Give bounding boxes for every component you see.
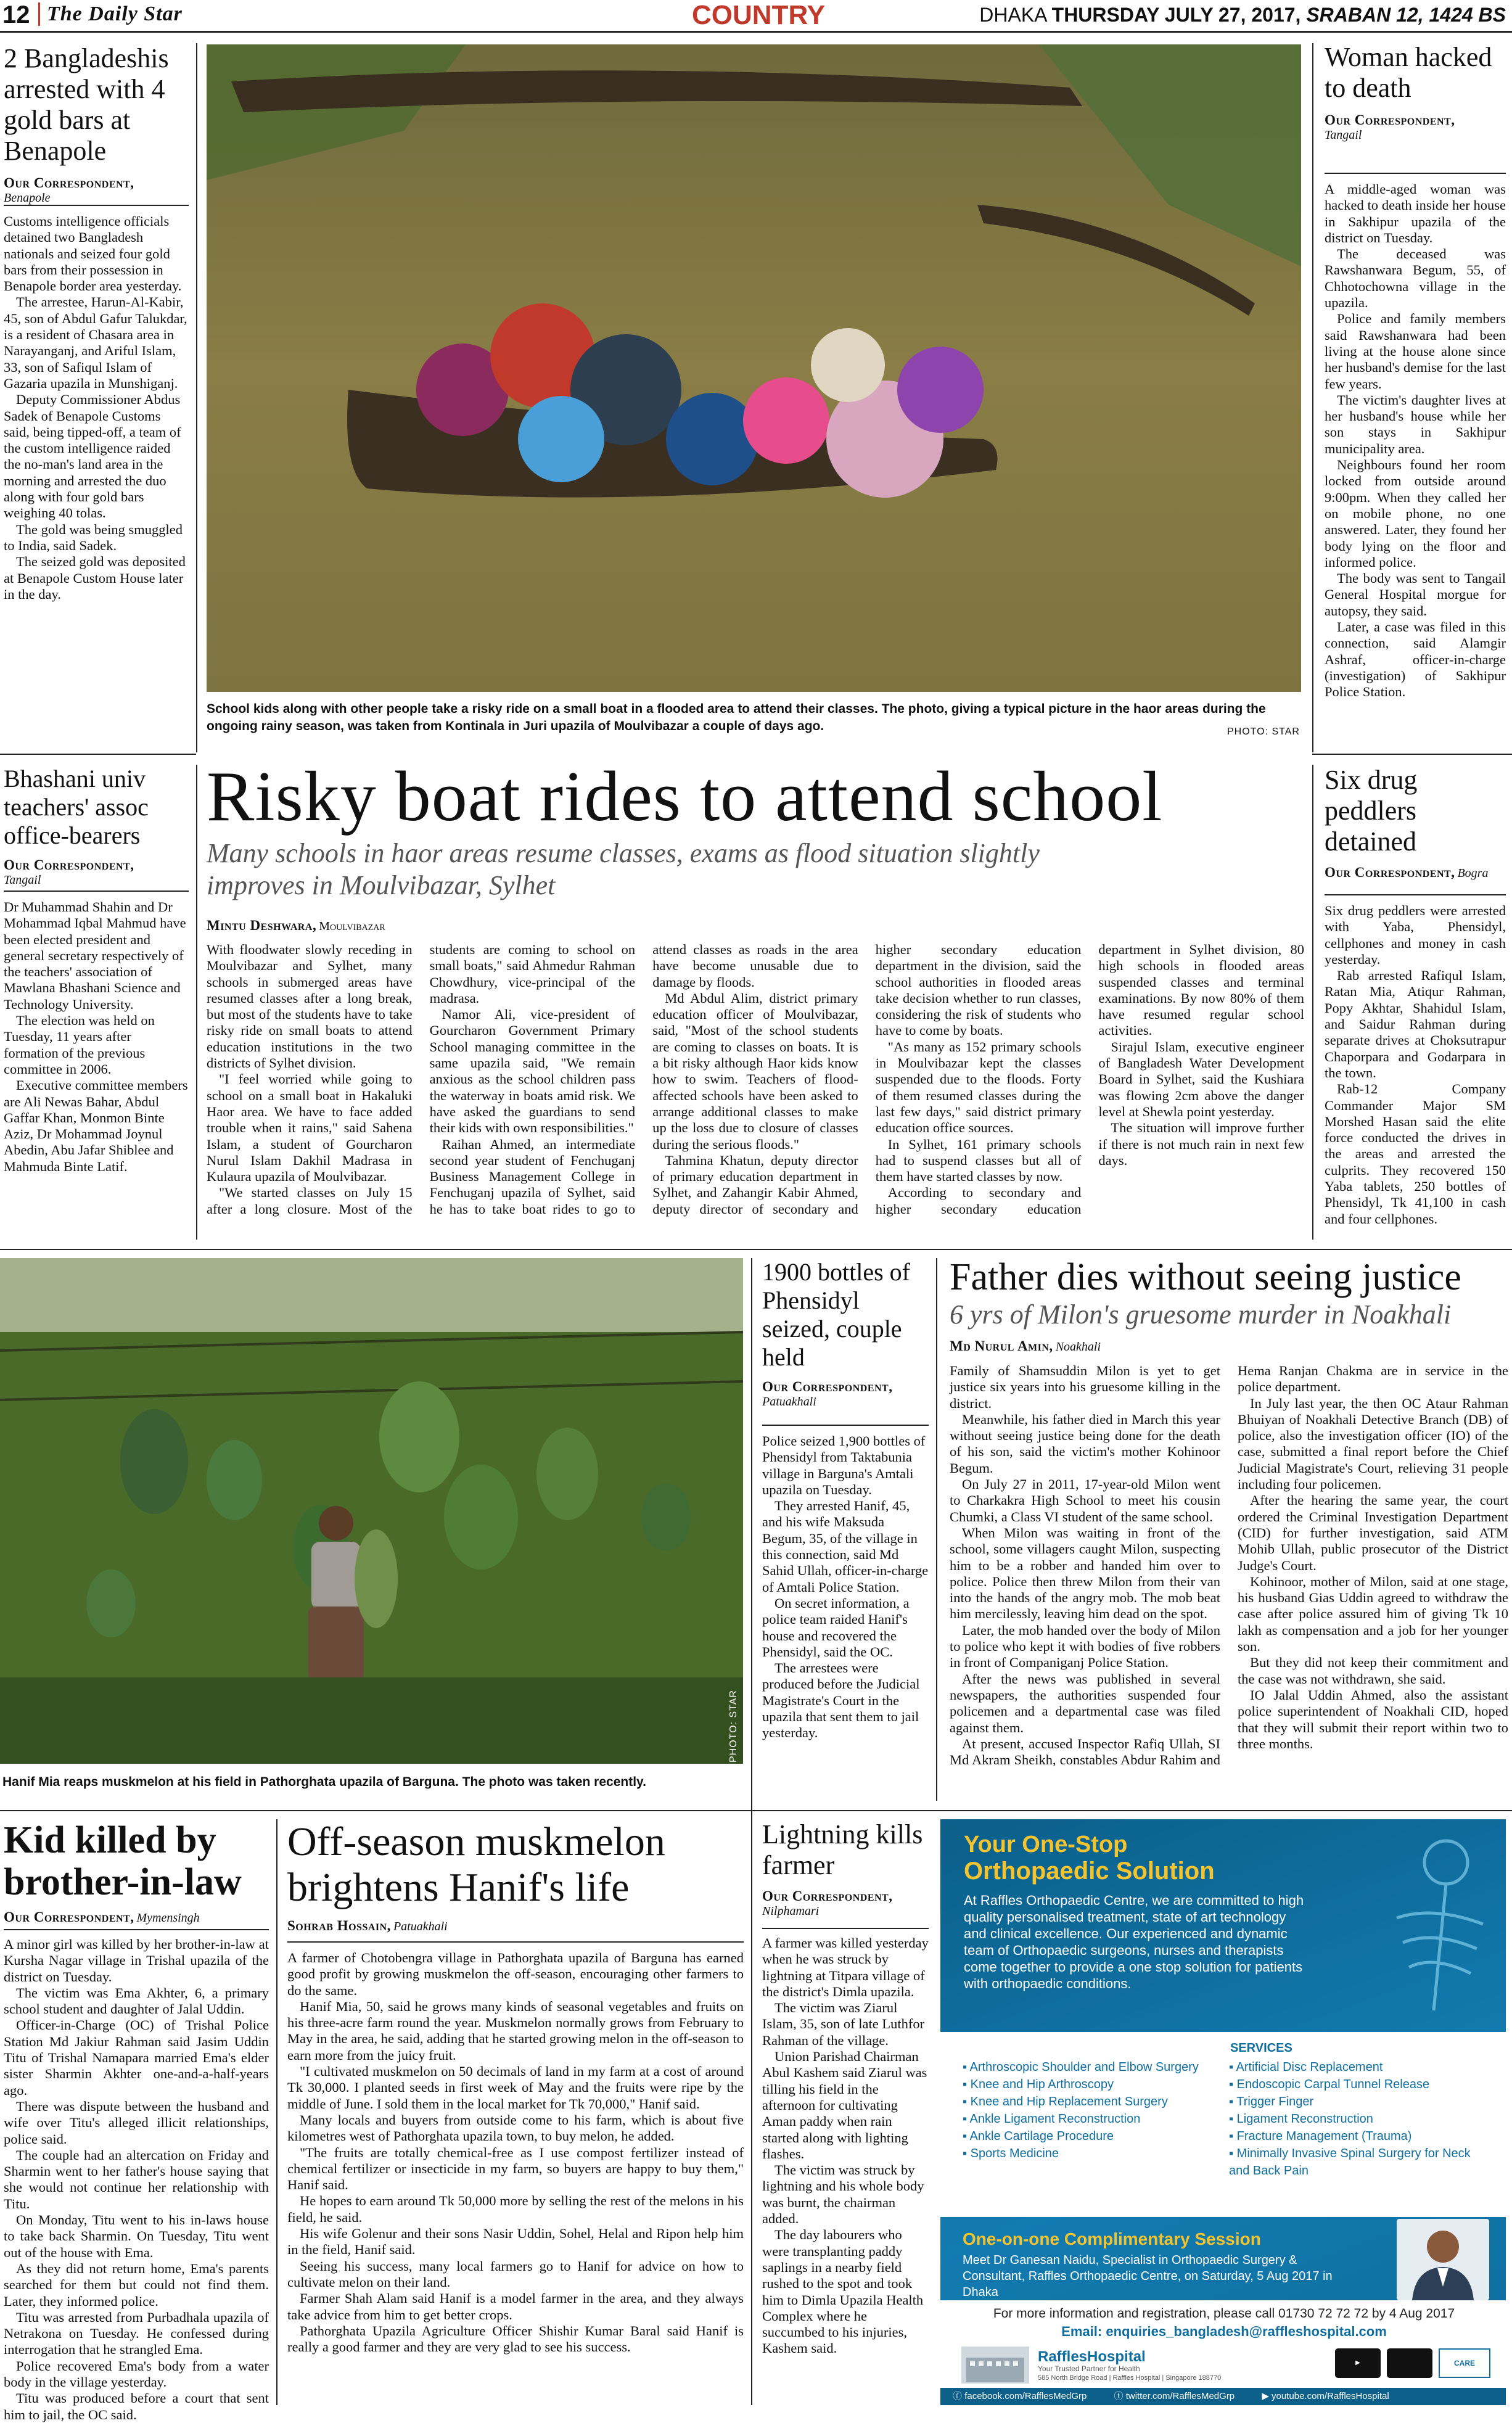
ad-tagline: Your Trusted Partner for Health xyxy=(1038,2364,1140,2373)
byline-name: Our Correspondent, xyxy=(4,857,134,873)
father-body-text xyxy=(950,1363,1508,1801)
paragraph: The arrestees were produced before the Judicial Magistrate's Court in the upazila that sent them to jail yesterday. xyxy=(762,1660,920,1741)
paragraph: Titu was arrested from Purbadhala upazila of Netrakona on Tuesday. He confessed during interrogation that he strangled Ema. xyxy=(4,2309,269,2358)
service-item: ▪ Endoscopic Carpal Tunnel Release xyxy=(1229,2078,1430,2091)
youtube-link[interactable]: youtube.com/RafflesHospital xyxy=(1272,2391,1389,2401)
ad-services-title: SERVICES xyxy=(1230,2041,1292,2055)
byline-rule xyxy=(1325,173,1506,174)
service-item: ▪ Arthroscopic Shoulder and Elbow Surgery xyxy=(963,2060,1199,2074)
paragraph: Customs intelligence officials detained two Bangladesh nationals and seized four gold bars from their possession in Benapole border area yesterday. xyxy=(4,213,182,294)
byline-rule xyxy=(762,1928,929,1929)
headline: 1900 bottles of Phensidyl seized, couple held xyxy=(762,1258,910,1371)
paragraph: Kohinoor, mother of Milon, said at one stage, his husband Gias Uddin agreed to withdraw the case after police assured him of giving Tk 10 lakh as compensation and a job for her younger son. xyxy=(1238,1573,1508,1655)
paragraph: Later, the mob handed over the body of Milon to police who kept it with bodies of five robbers in front of Companiganj Police Station. xyxy=(950,1622,1220,1671)
paragraph: The arrestee, Harun-Al-Kabir, 45, son of Abdul Gafur Talukdar, is a resident of Chasara area in Narayanganj, and Ariful Islam, 33, son of Safiqul Islam of Gazaria upazila in Munshiganj. xyxy=(4,294,187,391)
article-muskmelon xyxy=(287,1819,744,2355)
service-item-label: Fracture Management (Trauma) xyxy=(1236,2129,1412,2143)
ad-social-bar xyxy=(940,2388,1506,2405)
masthead-rule xyxy=(0,31,1512,33)
byline-rule xyxy=(762,1425,929,1426)
body-text xyxy=(1325,181,1506,701)
paragraph: A farmer of Chotobengra village in Pathorghata upazila of Barguna has earned good profit by growing muskmelon the off-season, encouraging other farmers to do the same. xyxy=(287,1950,744,1998)
ad-title-line2: Orthopaedic Solution xyxy=(964,1857,1215,1885)
paragraph: A middle-aged woman was hacked to death inside her house in Sakhipur upazila of the district on Tuesday. xyxy=(1325,181,1506,245)
headline: Risky boat rides to attend school xyxy=(207,757,1163,836)
section-rule xyxy=(751,1810,1512,1811)
paragraph: Deputy Commissioner Abdus Sadek of Benapole Customs said, being tipped-off, a team of the custom intelligence raided the no-man's land area in the morning and arrested the duo along with four gold bars weighing 40 tolas. xyxy=(4,392,181,521)
paragraph: Many locals and buyers from outside come to his farm, which is about five kilometres west of Pathorghata upazila town, to buy melon, he added. xyxy=(287,2112,744,2144)
paragraph: IO Jalal Uddin Ahmed, also the assistant police superintendent of Noakhali CID, hoped that they will submit their report within two to three months. xyxy=(1238,1687,1508,1751)
twitter-link[interactable]: twitter.com/RafflesMedGrp xyxy=(1125,2391,1235,2401)
article-phensidyl xyxy=(762,1258,929,1741)
service-item: ▪ Ankle Cartilage Procedure xyxy=(963,2129,1114,2143)
headline: Off-season muskmelon brightens Hanif's life xyxy=(287,1819,665,1910)
byline-location: Bogra xyxy=(1457,866,1489,880)
paragraph: "I cultivated muskmelon on 50 decimals of land in my farm at a cost of around Tk 30,000. I planted seeds in first week of May and the fruits were ripe by the middle of June. I sold them in the local market for Tk 70,000," Hanif said. xyxy=(287,2063,744,2112)
page-number: 12 xyxy=(2,1,30,28)
twitter-icon: ⓣ xyxy=(1114,2391,1124,2401)
paragraph: Police seized 1,900 bottles of Phensidyl from Taktabunia village in Barguna's Amtali upazila on Tuesday. xyxy=(762,1433,926,1497)
paragraph: Raihan Ahmed, an intermediate second year student of Fenchuganj Business Management College in Fenchuganj upazila of Sylhet, said he has to take boat rides to go to attend classes as roads in the area have become unusable due to damage by floods. xyxy=(429,942,858,1217)
paragraph: The gold was being smuggled to India, said Sadek. xyxy=(4,521,183,553)
paragraph: With floodwater slowly receding in Moulvibazar and Sylhet, many schools in submerged areas have resumed classes after a long break, but most of the students have to take risky ride on small boats to attend education institutions in the two districts of Sylhet division. xyxy=(207,942,413,1071)
byline xyxy=(4,1909,269,1925)
byline-location: Patuakhali xyxy=(762,1395,816,1409)
article-father-dies xyxy=(950,1256,1511,1331)
ad-intro: At Raffles Orthopaedic Centre, we are committed to high quality personalised treatment, state of art technology and clinical excellence. Our experienced and dynamic team of Orthopaedic surgeons, nurses and therapists come together to provide a one stop solution for patients with orthopaedic conditions. xyxy=(964,1893,1304,1991)
boat-photo xyxy=(207,44,1301,692)
column-rule xyxy=(1312,43,1313,752)
ad-services-left xyxy=(963,2059,1222,2162)
column-rule xyxy=(751,1258,752,2405)
paragraph: Sirajul Islam, executive engineer of Bangladesh Water Development Board in Sylhet, said the Kushiara was flowing 2cm above the danger level at Shewla point yesterday. xyxy=(1098,1039,1304,1119)
byline-location: Tangail xyxy=(1325,128,1362,142)
paragraph: Hanif Mia, 50, said he grows many kinds of seasonal vegetables and fruits on his three-acre farm round the year. Muskmelon normally grows from February to May in the area, he said, adding that he started growing melon in the off-season to earn more from the juicy fruit. xyxy=(287,1998,744,2063)
paragraph: The couple had an altercation on Friday and Sharmin went to her father's house saying that she would not continue her relationship with Titu. xyxy=(4,2147,269,2211)
byline-rule xyxy=(4,891,189,892)
boat-photo-caption: School kids along with other people take a risky ride on a small boat in a flooded area to attend their classes. The photo, giving a typical picture in the haor areas during the ongoing rainy season, was taken from Kontinala in Juri upazila of Moulvibazar a couple of days ago. xyxy=(207,702,1266,733)
byline-location: Patuakhali xyxy=(393,1920,448,1933)
paragraph: Dr Muhammad Shahin and Dr Mohammad Iqbal Mahmud have been elected president and general secretary respectively of the teachers' association of Mawlana Bhashani Science and Technology University. xyxy=(4,899,186,1012)
service-item: ▪ Minimally Invasive Spinal Surgery for Neck and Back Pain xyxy=(1229,2147,1471,2178)
paragraph: Md Abdul Alim, district primary education officer of Moulvibazar, said, "Most of the school students are coming to classes on boats. It is a bit risky although Haor kids know how to swim. Teachers of flood-affected schools have been asked to arrange additional classes to make up the loss due to closure of classes during the serious floods." xyxy=(652,990,858,1152)
subheadline: 6 yrs of Milon's gruesome murder in Noakhali xyxy=(950,1299,1452,1330)
paragraph: The election was held on Tuesday, 11 years after formation of the previous committee in 2006. xyxy=(4,1013,155,1077)
paragraph: At present, accused Inspector Rafiq Ullah, SI Md Akram Sheikh, constables Abdur Rahim and Hema Ranjan Chakma are in service in the police department. xyxy=(950,1363,1508,1768)
paragraph: Police recovered Ema's body from a water body in the village yesterday. xyxy=(4,2358,269,2390)
service-item: ▪ Ligament Reconstruction xyxy=(1229,2112,1373,2126)
paragraph: Union Parishad Chairman Abul Kashem said Ziarul was tilling his field in the afternoon for cultivating Aman paddy when rain started along with lighting flashes. xyxy=(762,2049,927,2162)
body-text xyxy=(4,899,189,1175)
service-item-label: Ligament Reconstruction xyxy=(1236,2112,1373,2126)
paragraph: "The fruits are totally chemical-free as I use compost fertilizer instead of chemical fertilizer or insecticide in my farm, so buyers are happy to buy them," Hanif said. xyxy=(287,2144,744,2193)
paragraph: The seized gold was deposited at Benapole Custom House later in the day. xyxy=(4,554,186,602)
service-item: ▪ Knee and Hip Arthroscopy xyxy=(963,2078,1114,2091)
paragraph: His wife Golenur and their sons Nasir Uddin, Sohel, Helal and Ripon help him in the field, Hanif said. xyxy=(287,2226,744,2258)
byline-name: Our Correspondent, xyxy=(1325,112,1455,128)
headline: Bhashani univ teachers' assoc office-bearers xyxy=(4,765,149,849)
article-drug-peddlers xyxy=(1325,765,1506,1227)
body-text xyxy=(287,1950,744,2355)
article-risky-boat xyxy=(207,759,1301,902)
service-item-label: Knee and Hip Arthroscopy xyxy=(970,2078,1114,2091)
paragraph: On secret information, a police team raided Hanif's house and recovered the Phensidyl, said the OC. xyxy=(762,1595,910,1660)
paragraph: The body was sent to Tangail General Hospital morgue for autopsy, they said. xyxy=(1325,570,1506,619)
headline: Kid killed by brother-in-law xyxy=(4,1819,242,1903)
byline-rule xyxy=(4,1929,269,1930)
paragraph: Neighbours found her room locked from outside around 9:00pm. When they called her on mobile phone, no one answered. Later, they found her body lying on the floor and informed police. xyxy=(1325,457,1506,570)
paragraph: Executive committee members are Ali Newas Bahar, Abdul Gaffar Khan, Monmon Binte Aziz, Dr Mohammad Joynul Abedin, Abu Jafar Shiblee and Mahmuda Binte Latif. xyxy=(4,1077,188,1174)
paragraph: The victim was Ziarul Islam, 35, son of late Luthfor Rahman of the village. xyxy=(762,2000,925,2048)
paragraph: Farmer Shah Alam said Hanif is a model farmer in the area, and they always take advice from him to get better crops. xyxy=(287,2290,744,2322)
body-text xyxy=(4,213,189,603)
skeleton-graphic xyxy=(1286,1825,1502,2029)
doctor-portrait xyxy=(1397,2219,1489,2300)
headline: Lightning kills farmer xyxy=(762,1819,923,1880)
service-item-label: Knee and Hip Replacement Surgery xyxy=(970,2095,1168,2108)
paragraph: On Monday, Titu went to his in-laws house to take back Sharmin. On Tuesday, Titu went out of the house with Ema. xyxy=(4,2212,269,2260)
section-rule xyxy=(0,754,196,755)
service-item-label: Endoscopic Carpal Tunnel Release xyxy=(1236,2078,1430,2091)
article-gold-bars xyxy=(4,43,189,602)
byline xyxy=(1325,865,1506,881)
father-byline xyxy=(950,1338,1209,1354)
ad-brand: RafflesHospital xyxy=(1038,2348,1146,2365)
section-rule xyxy=(0,1810,751,1811)
paragraph: The victim was Ema Akhter, 6, a primary school student and daughter of Jalal Uddin. xyxy=(4,1985,269,2017)
paragraph: He hopes to earn around Tk 50,000 more by selling the rest of the melons in his field, he said. xyxy=(287,2193,744,2225)
column-rule xyxy=(196,765,197,1240)
doctor-portrait-icon xyxy=(1397,2219,1489,2300)
care-network-logo: CARE xyxy=(1439,2348,1490,2378)
service-item: ▪ Artificial Disc Replacement xyxy=(1229,2060,1383,2074)
paragraph: After the hearing the same year, the court ordered the Criminal Investigation Department (CID) for further investigation, said ATM Mohib Ullah, public prosecutor of the District Judge's Court. xyxy=(1238,1492,1508,1573)
building-icon xyxy=(961,2347,1029,2384)
byline xyxy=(762,1888,929,1919)
service-item-label: Ankle Cartilage Procedure xyxy=(969,2129,1114,2143)
paragraph: Seeing his success, many local farmers go to Hanif for advice on how to cultivate melon on their land. xyxy=(287,2258,744,2290)
google-play-badge[interactable] xyxy=(1387,2348,1432,2378)
paragraph: As they did not return home, Ema's parents searched for them but could not find them. Later, they informed police. xyxy=(4,2260,269,2309)
byline-rule xyxy=(4,205,189,206)
byline xyxy=(4,857,189,887)
paragraph: On July 27 in 2011, 17-year-old Milon went to Charkakra High School to meet his cousin Chumki, a Class VI student of the same school. xyxy=(950,1476,1220,1524)
ad-title-line1: Your One-Stop xyxy=(964,1832,1128,1857)
byline-name: Our Correspondent, xyxy=(4,1909,134,1925)
headline: Six drug peddlers detained xyxy=(1325,765,1418,857)
paragraph: In Sylhet, 161 primary schools had to suspend classes but all of them have started classes by now. xyxy=(875,1136,1082,1185)
paragraph: Meanwhile, his father died in March this year without seeing justice being done for the death of his son, said the victim's mother Kohinoor Begum. xyxy=(950,1411,1220,1476)
ad-email: Email: enquiries_bangladesh@raffleshospital.com xyxy=(1061,2324,1387,2339)
service-item: ▪ Ankle Ligament Reconstruction xyxy=(963,2112,1141,2126)
paragraph: "I feel worried while going to school on a small boat in Hakaluki Haor area. We have to face added trouble when it rains," said Sahena Islam, a student of Gourcharon Nurul Islam Dakhil Madrasa in Kulaura upazila of Moulvibazar. xyxy=(207,1071,413,1185)
paragraph: When Milon was waiting in front of the school, some villagers caught Milon, suspecting him to be a robber and handed him over to police. Police then threw Milon from their van into the hands of the angry mob. The mob beat him mercilessly, leaving him dead on the spot. xyxy=(950,1524,1220,1622)
byline-name: Our Correspondent, xyxy=(1325,865,1455,880)
paragraph: The victim's daughter lives at her husband's house while her son stays in Sakhipur municipality area. xyxy=(1325,392,1506,456)
headline: 2 Bangladeshis arrested with 4 gold bars at Benapole xyxy=(4,43,169,166)
ad-address: 585 North Bridge Road | Raffles Hospital | Singapore 188770 xyxy=(1038,2374,1222,2382)
ad-session-title: One-on-one Complimentary Session xyxy=(963,2229,1261,2248)
service-item-label: Sports Medicine xyxy=(970,2147,1059,2160)
byline xyxy=(4,175,189,205)
paragraph: The deceased was Rawshanwara Begum, 55, of Chhotochowna village in the upazila. xyxy=(1325,246,1506,311)
paragraph: But they did not keep their commitment and the case was not withdrawn, she said. xyxy=(1238,1655,1508,1687)
melon-photo-credit: PHOTO: STAR xyxy=(728,1690,739,1763)
paragraph: The victim was struck by lightning and his whole body was burnt, the chairman added. xyxy=(762,2162,924,2227)
youtube-icon: ▶ xyxy=(1262,2391,1269,2401)
paragraph: Rab-12 Company Commander Major SM Morshed Hasan said the elite force conducted the drives in the areas and arrested the culprits. They recovered 150 Yaba tablets, 250 bottles of Phensidyl, Tk 41,100 in cash and four cellphones. xyxy=(1325,1081,1506,1227)
melon-photo-caption: Hanif Mia reaps muskmelon at his field in Pathorghata upazila of Barguna. The photo was taken recently. xyxy=(2,1775,646,1789)
service-item-label: Ankle Ligament Reconstruction xyxy=(969,2112,1141,2126)
column-rule xyxy=(936,1258,937,1801)
article-bhashani xyxy=(4,765,189,1174)
masthead-logo: The Daily Star xyxy=(47,2,183,25)
body-text xyxy=(4,1936,269,2423)
service-item-label: Artificial Disc Replacement xyxy=(1236,2060,1383,2074)
column-rule xyxy=(196,43,197,752)
paragraph: "As many as 152 primary schools in Moulvibazar kept the classes suspended due to the floods. Forty of them resumed classes during the last few days," said district primary education office sources. xyxy=(875,1039,1082,1136)
paragraph: According to secondary and higher secondary education department in Sylhet division, 80 high schools in flooded areas suspended classes and terminal examinations. By now 80% of them have resumed regular school activities. xyxy=(875,942,1304,1217)
article-kid-killed xyxy=(4,1819,269,2422)
paragraph: A minor girl was killed by her brother-in-law at Kursha Nagar village in Trishal upazila of the district on Tuesday. xyxy=(4,1936,269,1985)
section-name: COUNTRY xyxy=(692,0,825,30)
section-rule xyxy=(0,1249,1512,1250)
byline-location: Tangail xyxy=(4,873,41,887)
paragraph: A farmer was killed yesterday when he was struck by lightning at Titpara village of the district's Dimla upazila. xyxy=(762,1935,929,1999)
paragraph: Tahmina Khatun, deputy director of primary education department in Sylhet, and Zahangir Kabir Ahmed, deputy director of secondary and higher secondary education department in the division, said the school authorities in flooded areas take decision whether to run classes, considering the risk of students who have to come by boats. xyxy=(652,942,1082,1217)
byline-location: Nilphamari xyxy=(762,1904,820,1918)
service-item: ▪ Knee and Hip Replacement Surgery xyxy=(963,2095,1168,2108)
paragraph: There was dispute between the husband and wife over Titu's alleged illicit relationships, police said. xyxy=(4,2098,269,2147)
service-item-label: Minimally Invasive Spinal Surgery for Neck and Back Pain xyxy=(1229,2147,1471,2178)
paragraph: After the news was published in several newspapers, the authorities suspended four policemen and a departmental case was filed against them. xyxy=(950,1671,1220,1735)
masthead-divider xyxy=(38,2,40,26)
byline-name: Sohrab Hossain, xyxy=(287,1918,391,1933)
article-woman-hacked xyxy=(1325,42,1506,700)
byline-name: Our Correspondent, xyxy=(762,1379,893,1394)
body-text xyxy=(762,1935,929,2357)
dateline-date: THURSDAY JULY 27, 2017, xyxy=(1051,4,1301,26)
column-rule xyxy=(1312,765,1313,1240)
byline-rule xyxy=(287,1941,744,1943)
byline-name: Our Correspondent, xyxy=(4,175,134,191)
paragraph: Six drug peddlers were arrested with Yaba, Phensidyl, cellphones and money in cash yesterday. xyxy=(1325,903,1506,967)
melon-photo-illustration xyxy=(0,1258,743,1764)
body-text xyxy=(762,1433,929,1742)
service-item-label: Trigger Finger xyxy=(1236,2095,1314,2108)
headline: Father dies without seeing justice xyxy=(950,1256,1461,1298)
paragraph: They arrested Hanif, 45, and his wife Maksuda Begum, 35, of the village in this connection, said Md Sahid Ullah, officer-in-charge of Amtali Police Station. xyxy=(762,1498,929,1595)
raffles-advertisement xyxy=(940,1819,1506,2405)
byline-location: Moulvibazar xyxy=(319,919,385,933)
paragraph: Officer-in-Charge (OC) of Trishal Police Station Md Jakiur Rahman said Jasim Uddin Titu of Trishal Namapara married Ema's elder sister Sharmin Akhter one-and-a-half-years ago. xyxy=(4,2017,269,2098)
column-rule xyxy=(276,1819,277,2405)
paragraph: Later, a case was filed in this connection, said Alamgir Ashraf, officer-in-charge (investigation) of Sakhipur Police Station. xyxy=(1325,619,1506,700)
section-rule xyxy=(1312,754,1512,755)
ad-services-right xyxy=(1229,2059,1488,2179)
dateline-bangla-date: SRABAN 12, 1424 BS xyxy=(1306,4,1506,26)
risky-byline xyxy=(207,918,466,934)
byline-location: Noakhali xyxy=(1055,1340,1101,1354)
paragraph: The day labourers who were transplanting paddy saplings in a nearby field rushed to the spot and took him to Dimla Upazila Health Complex where he succumbed to his injuries, Kashem said. xyxy=(762,2227,924,2356)
hospital-building-icon xyxy=(961,2347,1029,2384)
body-text xyxy=(1325,903,1506,1227)
byline xyxy=(287,1918,744,1934)
ad-contact: For more information and registration, please call 01730 72 72 72 by 4 Aug 2017 xyxy=(993,2306,1455,2321)
paragraph: "We started classes on July 15 after a long closure. Most of the students are coming to school on small boats," said Ahmedur Rahman Chowdhury, vice-principal of the madrasa. xyxy=(207,942,636,1217)
dateline xyxy=(979,4,1506,27)
byline-location: Benapole xyxy=(4,191,51,205)
ad-session-text: Meet Dr Ganesan Naidu, Specialist in Orthopaedic Surgery & Consultant, Raffles Orthopaedic Centre, on Saturday, 5 Aug 2017 in Dhaka xyxy=(963,2253,1333,2299)
facebook-link[interactable]: facebook.com/RafflesMedGrp xyxy=(964,2391,1087,2401)
article-lightning xyxy=(762,1819,929,2356)
paragraph: Namor Ali, vice-president of Gourcharon Government Primary School managing committee in the same upazila said, "We remain anxious as the school children pass the waterway in boats amid risk. We have asked the guardians to send their kids with own responsibilities." xyxy=(429,1006,636,1136)
risky-body-text xyxy=(207,942,1304,1232)
byline-name: Mintu Deshwara, xyxy=(207,918,317,933)
dateline-city: DHAKA xyxy=(979,4,1046,26)
paragraph: In July last year, the then OC Ataur Rahman Bhuiyan of Noakhali Detective Branch (DB) of police, also the investigation officer (IO) of the case, submitted a final report before the Chief Judicial Magistrate's Court, relieving 31 people including four policemen. xyxy=(1238,1395,1508,1492)
byline xyxy=(762,1379,929,1409)
service-item-label: Arthroscopic Shoulder and Elbow Surgery xyxy=(969,2060,1199,2074)
paragraph: Rab arrested Rafiqul Islam, Ratan Mia, Atiqur Rahman, Popy Akhtar, Shahidul Islam, and Saidur Rahman during separate drives at Choksutrapur Chaporpara and Godarpara in the town. xyxy=(1325,968,1506,1080)
byline-rule xyxy=(1325,894,1506,895)
paragraph: Titu was produced before a court that sent him to jail, the OC said. xyxy=(4,2390,269,2422)
facebook-icon: ⓕ xyxy=(953,2391,963,2401)
service-item: ▪ Trigger Finger xyxy=(1229,2095,1314,2108)
masthead xyxy=(0,0,1512,31)
paragraph: Police and family members said Rawshanwara had been living at the house alone since her husband's demise for the last few years. xyxy=(1325,311,1506,392)
paragraph: The situation will improve further if there is not much rain in next few days. xyxy=(1098,1120,1304,1168)
byline-name: Our Correspondent, xyxy=(762,1888,893,1904)
byline-location: Mymensingh xyxy=(136,1911,200,1925)
headline: Woman hacked to death xyxy=(1325,42,1492,103)
paragraph: Family of Shamsuddin Milon is yet to get justice six years into his gruesome killing in the district. xyxy=(950,1363,1220,1411)
app-store-badge[interactable]: ▶︎ xyxy=(1335,2348,1381,2378)
byline-name: Md Nurul Amin, xyxy=(950,1338,1053,1354)
subheadline: Many schools in haor areas resume classes, exams as flood situation slightly improves in Moulvibazar, Sylhet xyxy=(207,838,1040,900)
service-item: ▪ Sports Medicine xyxy=(963,2147,1059,2160)
paragraph: Pathorghata Upazila Agriculture Officer Shishir Kumar Baral said Hanif is really a good farmer and they are very glad to see his success. xyxy=(287,2322,744,2355)
melon-photo xyxy=(0,1258,743,1764)
boat-photo-credit: PHOTO: STAR xyxy=(1227,726,1300,737)
byline xyxy=(1325,112,1506,142)
service-item: ▪ Fracture Management (Trauma) xyxy=(1229,2129,1412,2143)
boat-photo-illustration xyxy=(207,44,1301,692)
